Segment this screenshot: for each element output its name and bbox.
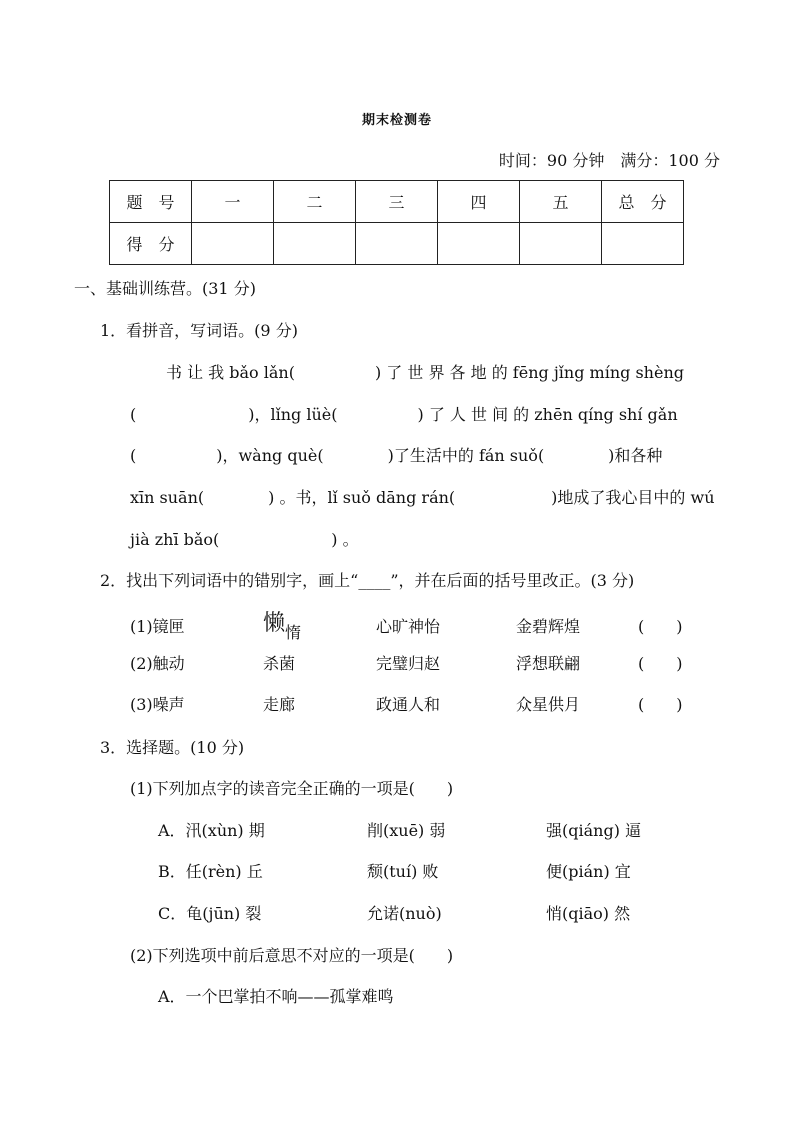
score-cell: 总 分: [602, 181, 684, 223]
score-input-cell[interactable]: [356, 223, 438, 265]
score-table-score-row: [110, 223, 684, 265]
score-cell: 五: [520, 181, 602, 223]
answer-bracket[interactable]: ( ): [638, 617, 683, 636]
score-table: [109, 180, 684, 265]
option-item: 颓(tuí) 败: [367, 862, 439, 881]
sub-question: (2)下列选项中前后意思不对应的一项是( ): [130, 946, 454, 965]
exam-meta: 时间：90 分钟 满分：100 分: [498, 151, 720, 170]
word-item: 完璧归赵: [376, 654, 441, 673]
option-item[interactable]: A．汛(xùn) 期: [158, 821, 265, 840]
question-title: 1．看拼音，写词语。(9 分): [100, 321, 298, 340]
page-title: 期末检测卷: [361, 113, 432, 128]
word-item: 浮想联翩: [516, 654, 581, 673]
score-cell: 三: [356, 181, 438, 223]
option-item: 强(qiáng) 逼: [546, 821, 642, 840]
option-item: 削(xuē) 弱: [367, 821, 446, 840]
question-title: 3．选择题。(10 分): [100, 738, 245, 757]
word-item: (3)噪声: [130, 695, 185, 714]
word-item: 金碧辉煌: [516, 617, 581, 636]
score-input-cell[interactable]: [520, 223, 602, 265]
pinyin-line: jià zhī bǎo( ) 。: [130, 530, 359, 549]
option-item: 便(pián) 宜: [546, 862, 631, 881]
option-item[interactable]: C．龟(jūn) 裂: [158, 904, 262, 923]
word-item: 走廊: [263, 695, 296, 714]
score-table-header-row: [110, 181, 684, 223]
pinyin-line: ( )，wàng què( )了生活中的 fán suǒ( )和各种: [130, 446, 663, 465]
score-cell: 一: [192, 181, 274, 223]
section-heading: 一、基础训练营。(31 分): [74, 279, 256, 298]
answer-bracket[interactable]: ( ): [638, 695, 683, 714]
score-cell: 题 号: [110, 181, 192, 223]
score-input-cell[interactable]: [602, 223, 684, 265]
score-input-cell[interactable]: [274, 223, 356, 265]
score-input-cell[interactable]: [438, 223, 520, 265]
question-title: 2．找出下列词语中的错别字，画上“____”，并在后面的括号里改正。(3 分): [100, 571, 635, 590]
word-item: 政通人和: [376, 695, 441, 714]
stray-large-char: 懒: [263, 611, 286, 636]
answer-bracket[interactable]: ( ): [638, 654, 683, 673]
option-item: 悄(qiāo) 然: [546, 904, 631, 923]
pinyin-line: ( )，lǐng lüè( ) 了 人 世 间 的 zhēn qíng shí gǎn: [130, 405, 678, 424]
word-item: 众星供月: [516, 695, 581, 714]
option-item[interactable]: A．一个巴掌拍不响——孤掌难鸣: [158, 987, 394, 1006]
option-item[interactable]: B．任(rèn) 丘: [158, 862, 263, 881]
word-item: (2)触动: [130, 654, 185, 673]
score-input-cell[interactable]: [192, 223, 274, 265]
pinyin-line: 书 让 我 bǎo lǎn( ) 了 世 界 各 地 的 fēng jǐng míng shèng: [166, 363, 684, 382]
score-label: 得 分: [110, 223, 192, 265]
word-item: [263, 611, 302, 645]
word-item: 杀菌: [263, 654, 296, 673]
word-item-text: 惰: [285, 623, 302, 642]
option-item: 允诺(nuò): [367, 904, 442, 923]
word-item: (1)镜匣: [130, 617, 185, 636]
score-cell: 二: [274, 181, 356, 223]
sub-question: (1)下列加点字的读音完全正确的一项是( ): [130, 779, 454, 798]
word-item: 心旷神怡: [376, 617, 441, 636]
pinyin-line: xīn suān( ) 。书，lǐ suǒ dāng rán( )地成了我心目中的 wú: [130, 488, 715, 507]
score-cell: 四: [438, 181, 520, 223]
